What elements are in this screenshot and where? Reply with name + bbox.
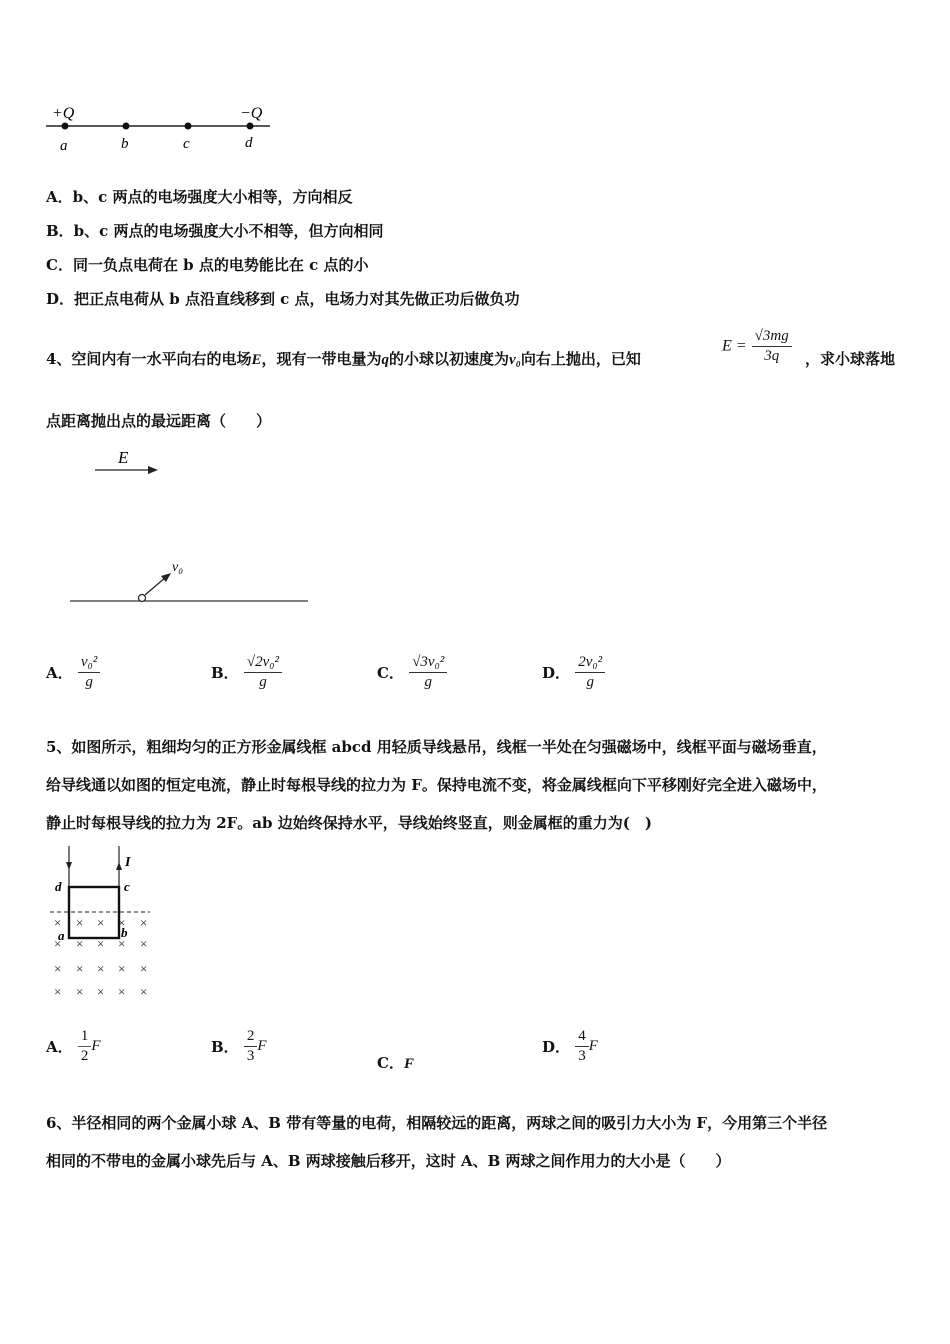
q5-option-b[interactable]: B． $\frac{2}{3}$ F	[211, 1028, 267, 1064]
charge-line-diagram	[40, 98, 280, 158]
q4-stem-tail: ，求小球落地	[805, 350, 896, 368]
q5-option-a[interactable]: A． $\frac{1}{2}$ F	[46, 1028, 101, 1064]
svg-text:×: ×	[97, 936, 105, 951]
svg-text:×: ×	[140, 961, 148, 976]
q5-stem-line2: 给导线通以如图的恒定电流，静止时每根导线的拉力为 F。保持电流不变，将金属线框向下平移刚好完全进入磁场中，	[46, 776, 827, 794]
label-a: a	[60, 138, 68, 154]
velocity-label-v0: v₀	[172, 560, 184, 575]
current-label: I	[125, 855, 131, 870]
q6-stem-line2: 相同的不带电的金属小球先后与 A、B 两球接触后移开，这时 A、B 两球之间作用力的大小是（ ）	[46, 1152, 731, 1170]
q4-stem-line1: 4、空间内有一水平向右的电场E，现有一带电量为q的小球以初速度为v₀向右上抛出，已知	[46, 350, 641, 368]
q3-option-a[interactable]: A．b、c 两点的电场强度大小相等，方向相反	[46, 188, 353, 206]
q3-option-d[interactable]: D．把正点电荷从 b 点沿直线移到 c 点，电场力对其先做正功后做负功	[46, 290, 520, 308]
svg-text:×: ×	[76, 984, 84, 999]
label-c: c	[183, 136, 190, 152]
svg-text:×: ×	[97, 984, 105, 999]
svg-text:×: ×	[54, 961, 62, 976]
svg-text:×: ×	[54, 936, 62, 951]
svg-text:×: ×	[140, 936, 148, 951]
label-b: b	[121, 136, 129, 152]
svg-text:×: ×	[97, 961, 105, 976]
q4-formula: E = $\frac{√3mg}{3q}$	[722, 328, 792, 365]
corner-a: a	[58, 928, 65, 943]
svg-text:×: ×	[140, 915, 148, 930]
q5-stem-line3: 静止时每根导线的拉力为 2F。ab 边始终保持水平，导线始终竖直，则金属框的重力为( )	[46, 814, 652, 832]
q6-stem-line1: 6、半径相同的两个金属小球 A、B 带有等量的电荷，相隔较远的距离，两球之间的吸引力大小为 F，今用第三个半径	[46, 1114, 828, 1132]
q4-stem-line2: 点距离抛出点的最远距离（ ）	[46, 412, 272, 430]
field-label-e: E	[118, 448, 129, 467]
q3-option-b[interactable]: B．b、c 两点的电场强度大小不相等，但方向相同	[46, 222, 384, 240]
q3-option-c[interactable]: C．同一负点电荷在 b 点的电势能比在 c 点的小	[46, 256, 369, 274]
q5-frame-diagram	[46, 842, 176, 1007]
svg-text:×: ×	[76, 936, 84, 951]
q4-field-diagram	[60, 445, 320, 615]
q4-option-d[interactable]: D． $\frac{\text{2v₀²}}{g}$	[542, 654, 605, 691]
q5-option-c[interactable]: C．F	[377, 1054, 414, 1072]
svg-text:×: ×	[54, 915, 62, 930]
corner-c: c	[124, 879, 130, 894]
svg-text:×: ×	[140, 984, 148, 999]
svg-text:×: ×	[118, 915, 126, 930]
q5-stem-line1: 5、如图所示，粗细均匀的正方形金属线框 abcd 用轻质导线悬吊，线框一半处在匀强磁场中，线框平面与磁场垂直，	[46, 738, 827, 756]
q4-option-a[interactable]: A． $\frac{\text{v₀²}}{g}$	[46, 654, 100, 691]
corner-b: b	[121, 925, 128, 940]
svg-text:×: ×	[118, 984, 126, 999]
q5-option-d[interactable]: D． $\frac{4}{3}$ F	[542, 1028, 598, 1064]
corner-d: d	[55, 879, 62, 894]
svg-text:×: ×	[118, 936, 126, 951]
q4-option-c[interactable]: C． $\frac{\text{√3v₀²}}{g}$	[377, 654, 447, 691]
svg-text:×: ×	[76, 961, 84, 976]
ball	[139, 595, 146, 602]
q4-option-b[interactable]: B． $\frac{\text{√2v₀²}}{g}$	[211, 654, 282, 691]
label-plus-q: +Q	[52, 105, 75, 122]
svg-text:×: ×	[118, 961, 126, 976]
label-d: d	[245, 135, 253, 151]
svg-text:×: ×	[54, 984, 62, 999]
svg-text:×: ×	[76, 915, 84, 930]
svg-text:×: ×	[97, 915, 105, 930]
label-minus-q: −Q	[240, 105, 263, 122]
